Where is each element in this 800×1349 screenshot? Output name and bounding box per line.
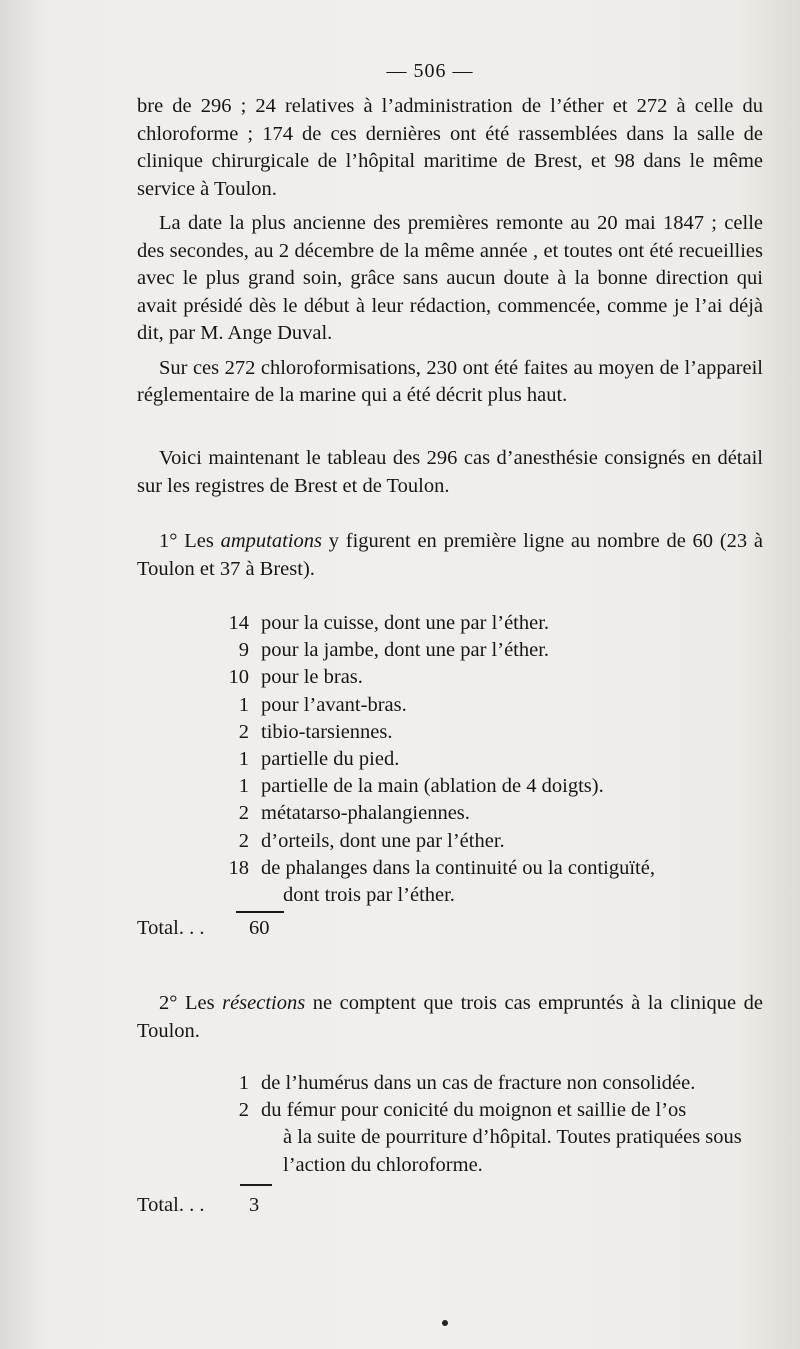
list-item: 1 pour l’avant-bras. [238,693,407,716]
section2-term: résections [222,992,306,1014]
list-item: 10 pour le bras. [228,666,363,689]
section1-prefix: 1° Les [159,530,214,552]
list-item: 9 pour la jambe, dont une par l’éther. [238,639,550,662]
amputations-total: Total. . . 60 [137,917,270,939]
paragraph-4: Voici maintenant le tableau des 296 cas d’anesthésie consignés en détail sur les registres de Brest et de Toulon. [137,447,763,497]
list-item: 1 de l’humérus dans un cas de fracture non consolidée. [238,1072,696,1094]
section1-term: amputations [220,530,322,552]
list-item: 2 métatarso-phalangiennes. [238,802,470,825]
list-item: 14 pour la cuisse, dont une par l’éther. [228,612,550,634]
section2-prefix: 2° Les [159,992,215,1014]
ink-speck [442,1320,448,1326]
section1-suffix: y figurent en première ligne au nombre de 60 (23 à Toulon et 37 à Brest). [137,530,764,580]
body-text-intro [137,445,763,500]
list-item: 2 tibio-tarsiennes. [238,720,393,743]
paragraph-3: Sur ces 272 chloroformisations, 230 ont été faites au moyen de l’appareil réglementaire de la marine qui a été décrit plus haut. [137,356,763,406]
list-item: 18 de phalanges dans la continuité ou la contiguïté, dont trois par l’éther. [228,856,655,907]
list-item: 2 du fémur pour conicité du moignon et saillie de l’os à la suite de pourriture d’hôpital. Toutes pratiquées sous l’action du chloroforme. [238,1099,742,1176]
resections-list [137,1070,763,1179]
section2-suffix: ne comptent que trois cas empruntés à la clinique de Toulon. [137,992,764,1042]
section-amputations-heading [137,528,763,583]
paragraph-1: bre de 296 ; 24 relatives à l’administration de l’éther et 272 à celle du chloroforme ; 174 de ces dernières ont été rassemblées dans la salle de clinique chirurgicale de l’hôpital maritime de Brest, et 98 dans le même service à Toulon. [137,95,763,200]
total-rule [240,1184,272,1186]
amputations-list [137,610,763,909]
total-rule [236,911,284,913]
resections-total: Total. . . 3 [137,1194,260,1216]
paragraph-2: La date la plus ancienne des premières remonte au 20 mai 1847 ; celle des secondes, au 2 décembre de la même année , et toutes ont été recueillies avec le plus grand soin, grâce sans aucun doute à la bonne direction qui avait présidé dès le début à leur rédaction, commencée, comme je l’ai déjà dit, par M. Ange Duval. [137,212,763,344]
list-item: 2 d’orteils, dont une par l’éther. [238,829,505,852]
list-item: 1 partielle de la main (ablation de 4 doigts). [238,775,604,798]
page-number: — 506 — [386,60,474,82]
body-text-top [137,93,763,410]
section-resections-heading [137,990,763,1045]
list-item: 1 partielle du pied. [238,748,400,771]
